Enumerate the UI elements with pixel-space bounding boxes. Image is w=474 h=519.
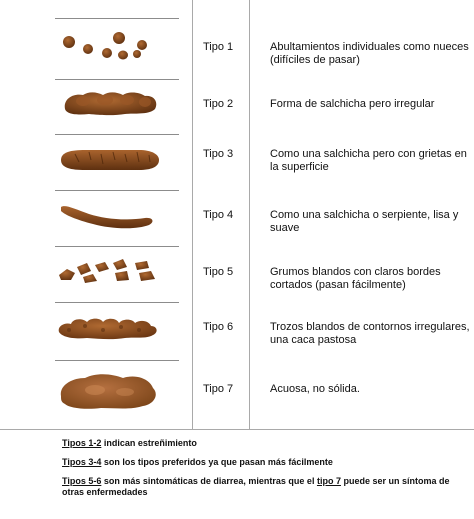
column-divider-left: [192, 0, 193, 430]
row-separator: [55, 360, 179, 361]
footnotes: [62, 438, 472, 506]
tipo-description: Como una salchicha pero con grietas en la superficie: [270, 148, 467, 173]
note-text: indican estreñimiento: [101, 438, 197, 448]
stool-type-3-illustration: [55, 140, 179, 180]
note-text: puede ser un síntoma de otras enfermedades: [62, 476, 450, 497]
note-tipo7: tipo 7: [316, 476, 341, 486]
row-separator: [55, 302, 179, 303]
tipo-label: Tipo 2: [203, 98, 234, 110]
row-separator: [55, 246, 179, 247]
stool-type-1-illustration: [55, 29, 179, 69]
tipo-label: Tipo 7: [203, 383, 234, 395]
tipo-label: Tipo 4: [203, 209, 234, 221]
tipo-description: Abultamientos individuales como nueces (difíciles de pasar): [270, 41, 469, 66]
row-separator: [55, 190, 179, 191]
stool-type-4-illustration: [55, 197, 179, 237]
note-constipation: [62, 438, 472, 449]
column-divider-right: [249, 0, 250, 430]
note-range: Tipos 5-6: [62, 476, 102, 486]
tipo-description: Trozos blandos de contornos irregulares, una caca pastosa: [270, 321, 470, 346]
tipo-label: Tipo 3: [203, 148, 234, 160]
tipo-description: Como una salchicha o serpiente, lisa y suave: [270, 209, 459, 234]
stool-type-7-illustration: [55, 368, 179, 414]
note-range: Tipos 1-2: [62, 438, 102, 448]
tipo-description: Acuosa, no sólida.: [270, 383, 360, 395]
note-text: son más sintomáticas de diarrea, mientras que el: [101, 476, 317, 486]
table-bottom-border: [0, 429, 474, 430]
note-diarrhea: [62, 476, 472, 498]
tipo-label: Tipo 6: [203, 321, 234, 333]
tipo-label: Tipo 1: [203, 41, 234, 53]
note-range: Tipos 3-4: [62, 457, 102, 467]
stool-type-2-illustration: [55, 83, 179, 123]
tipo-description: Forma de salchicha pero irregular: [270, 98, 435, 110]
stool-type-6-illustration: [55, 308, 179, 348]
note-text: son los tipos preferidos ya que pasan más fácilmente: [101, 457, 333, 467]
row-separator: [55, 134, 179, 135]
tipo-description: Grumos blandos con claros bordes cortados (pasan fácilmente): [270, 266, 441, 291]
row-separator: [55, 18, 179, 19]
row-separator: [55, 79, 179, 80]
tipo-label: Tipo 5: [203, 266, 234, 278]
note-preferred: [62, 457, 472, 468]
stool-type-5-illustration: [55, 253, 179, 293]
